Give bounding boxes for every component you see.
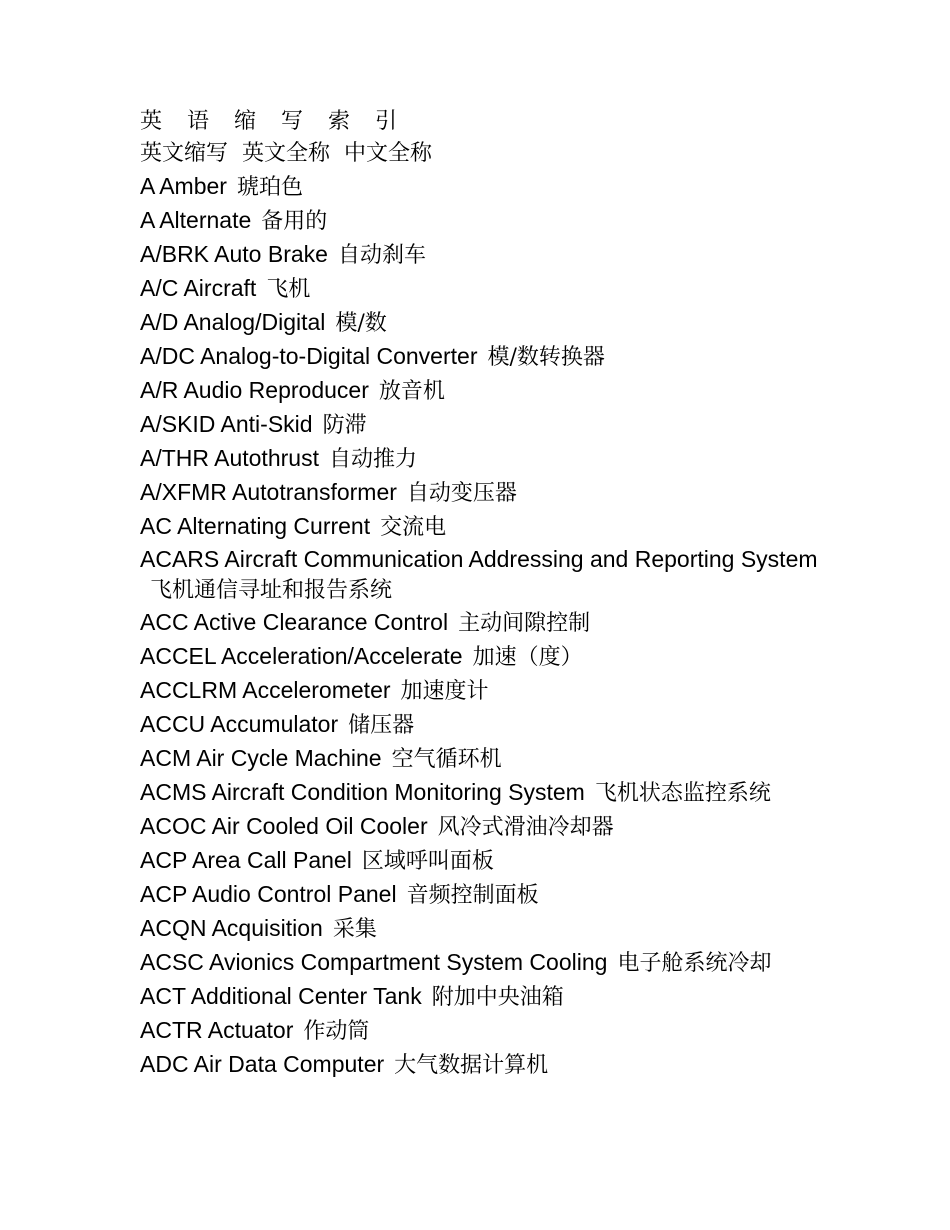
entry-chinese: 模/数转换器 <box>487 345 605 370</box>
list-item <box>140 674 820 708</box>
list-item <box>140 946 820 980</box>
entry-english: AC Alternating Current <box>140 513 371 539</box>
entry-chinese: 备用的 <box>261 209 328 234</box>
entry-list <box>140 170 820 1082</box>
entry-english: A/R Audio Reproducer <box>140 377 369 403</box>
entry-english: A/C Aircraft <box>140 275 257 301</box>
entry-chinese: 储压器 <box>348 713 415 738</box>
entry-english: ADC Air Data Computer <box>140 1051 385 1077</box>
list-item <box>140 306 820 340</box>
list-item <box>140 708 820 742</box>
entry-english: ACP Audio Control Panel <box>140 881 397 907</box>
entry-english: ACOC Air Cooled Oil Cooler <box>140 813 428 839</box>
entry-chinese: 作动筒 <box>303 1019 370 1044</box>
entry-english: A/SKID Anti-Skid <box>140 411 313 437</box>
column-headers <box>140 138 820 170</box>
list-item <box>140 1014 820 1048</box>
list-item <box>140 204 820 238</box>
list-item <box>140 776 820 810</box>
entry-english: A/DC Analog-to-Digital Converter <box>140 343 478 369</box>
entry-english: ACCEL Acceleration/Accelerate <box>140 643 463 669</box>
entry-chinese: 风冷式滑油冷却器 <box>437 815 614 840</box>
entry-english: A Alternate <box>140 207 252 233</box>
entry-chinese: 飞机通信寻址和报告系统 <box>150 578 393 603</box>
list-item <box>140 742 820 776</box>
entry-english: ACC Active Clearance Control <box>140 609 449 635</box>
entry-chinese: 防滞 <box>322 413 367 438</box>
header-chinese-full: 中文全称 <box>344 141 433 166</box>
entry-chinese: 自动变压器 <box>406 481 517 506</box>
entry-chinese: 音频控制面板 <box>406 883 539 908</box>
list-item <box>140 340 820 374</box>
entry-chinese: 电子舱系统冷却 <box>617 951 772 976</box>
list-item <box>140 374 820 408</box>
entry-english: A Amber <box>140 173 227 199</box>
entry-english: ACSC Avionics Compartment System Cooling <box>140 949 608 975</box>
entry-chinese: 琥珀色 <box>236 175 303 200</box>
list-item <box>140 544 820 606</box>
entry-english: A/D Analog/Digital <box>140 309 326 335</box>
entry-english: ACT Additional Center Tank <box>140 983 422 1009</box>
entry-english: A/THR Autothrust <box>140 445 319 471</box>
list-item <box>140 238 820 272</box>
header-abbreviation: 英文缩写 <box>140 141 229 166</box>
entry-english: ACCLRM Accelerometer <box>140 677 391 703</box>
entry-chinese: 加速度计 <box>400 679 489 704</box>
list-item <box>140 408 820 442</box>
document-page <box>140 106 820 1082</box>
entry-chinese: 区域呼叫面板 <box>361 849 494 874</box>
entry-chinese: 附加中央油箱 <box>431 985 564 1010</box>
entry-chinese: 飞机状态监控系统 <box>594 781 771 806</box>
entry-chinese: 主动间隙控制 <box>458 611 591 636</box>
list-item <box>140 476 820 510</box>
entry-english: ACQN Acquisition <box>140 915 323 941</box>
entry-english: A/BRK Auto Brake <box>140 241 328 267</box>
entry-chinese: 模/数 <box>335 311 387 336</box>
list-item <box>140 844 820 878</box>
entry-english: ACCU Accumulator <box>140 711 339 737</box>
list-item <box>140 606 820 640</box>
entry-english: ACMS Aircraft Condition Monitoring System <box>140 779 585 805</box>
list-item <box>140 170 820 204</box>
entry-english: ACARS Aircraft Communication Addressing and Reporting System <box>140 546 818 572</box>
list-item <box>140 878 820 912</box>
list-item <box>140 980 820 1014</box>
entry-chinese: 飞机 <box>266 277 311 302</box>
entry-chinese: 加速（度） <box>472 645 583 670</box>
entry-english: A/XFMR Autotransformer <box>140 479 397 505</box>
entry-chinese: 自动刹车 <box>337 243 426 268</box>
list-item <box>140 442 820 476</box>
entry-chinese: 放音机 <box>378 379 445 404</box>
entry-english: ACP Area Call Panel <box>140 847 352 873</box>
entry-english: ACM Air Cycle Machine <box>140 745 382 771</box>
entry-chinese: 大气数据计算机 <box>394 1053 549 1078</box>
entry-chinese: 自动推力 <box>328 447 417 472</box>
entry-chinese: 交流电 <box>380 515 447 540</box>
list-item <box>140 510 820 544</box>
header-english-full: 英文全称 <box>242 141 331 166</box>
list-item <box>140 1048 820 1082</box>
index-title: 英 语 缩 写 索 引 <box>140 109 406 134</box>
list-item <box>140 810 820 844</box>
entry-chinese: 空气循环机 <box>391 747 502 772</box>
entry-english: ACTR Actuator <box>140 1017 294 1043</box>
list-item <box>140 272 820 306</box>
list-item <box>140 912 820 946</box>
entry-chinese: 采集 <box>332 917 377 942</box>
list-item <box>140 640 820 674</box>
